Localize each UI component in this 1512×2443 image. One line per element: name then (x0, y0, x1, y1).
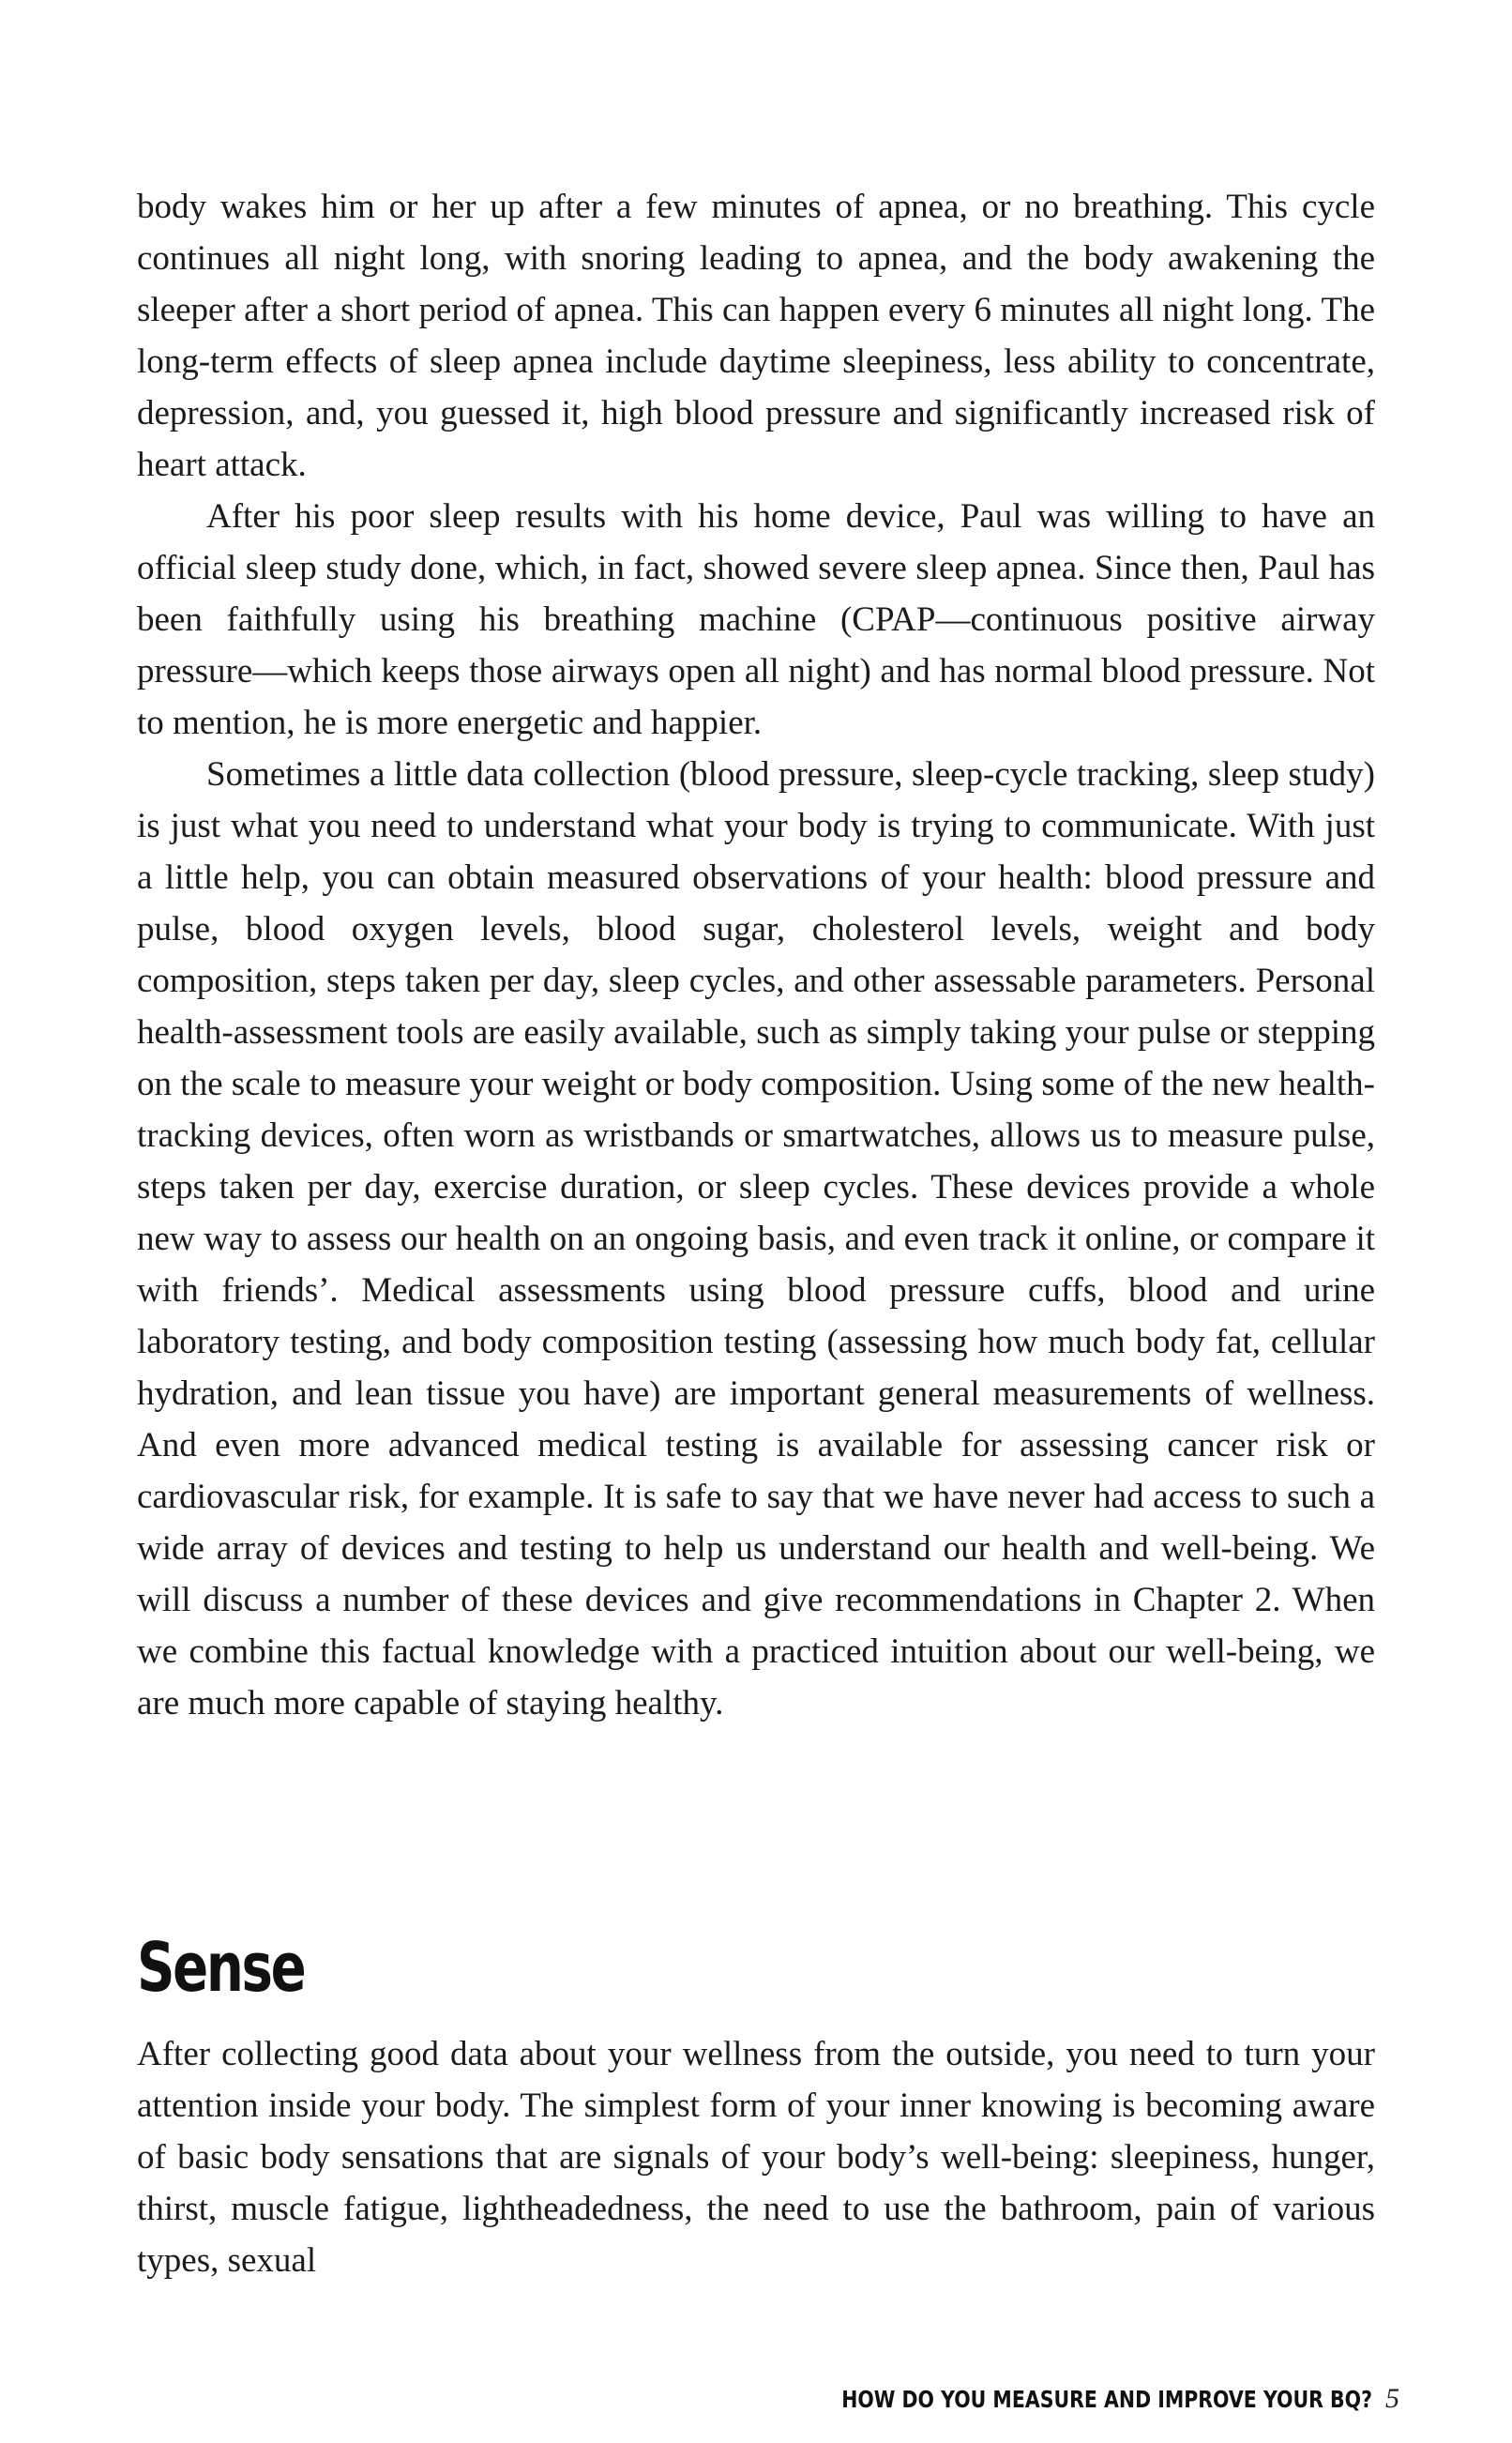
paragraph-sense-intro: After collecting good data about your wellness from the outside, you need to turn your attention inside your body. The simplest form of your inner knowing is becoming aware of basic body sensations that are signals of your body’s well-being: sleepiness, hunger, thirst, muscle fatigue, lightheadedness, the need to use the bathroom, pain of various types, sexual (137, 2035, 1375, 2280)
section-heading-sense: Sense (137, 1928, 305, 2007)
running-title: HOW DO YOU MEASURE AND IMPROVE YOUR BQ? (841, 2386, 1372, 2413)
paragraph-data-collection: Sometimes a little data collection (blood pressure, sleep-cycle tracking, sleep study) is just what you need to understand what your body is trying to communicate. With just a little help, you can obtain measured observations of your health: blood pressure and pulse, blood oxygen levels, blood sugar, cholesterol levels, weight and body composition, steps taken per day, sleep cycles, and other assessable parameters. Personal health-assessment tools are easily available, such as simply taking your pulse or stepping on the scale to measure your weight or body composition. Using some of the new health-tracking devices, often worn as wristbands or smartwatches, allows us to measure pulse, steps taken per day, exercise duration, or sleep cycles. These devices provide a whole new way to assess our health on an ongoing basis, and even track it online, or compare it with friends’. Medical assessments using blood pressure cuffs, blood and urine laboratory testing, and body composition testing (assessing how much body fat, cellular hydration, and lean tissue you have) are important general measurements of wellness. And even more advanced medical testing is available for assessing cancer risk or cardiovascular risk, for example. It is safe to say that we have never had access to such a wide array of devices and testing to help us understand our health and well-being. We will discuss a number of these devices and give recommendations in Chapter 2. When we combine this factual knowledge with a practiced intuition about our well-being, we are much more capable of staying healthy. (137, 755, 1375, 1722)
page-footer (725, 2383, 1399, 2415)
body-text-sense (137, 2028, 1375, 2286)
body-text-top (137, 181, 1375, 1729)
page-number: 5 (1385, 2383, 1399, 2414)
paragraph-sleep-apnea-cycle: body wakes him or her up after a few minutes of apnea, or no breathing. This cycle continues all night long, with snoring leading to apnea, and the body awakening the sleeper after a short period of apnea. This can happen every 6 minutes all night long. The long-term effects of sleep apnea include daytime sleepiness, less ability to concentrate, depression, and, you guessed it, high blood pressure and significantly increased risk of heart attack. (137, 188, 1375, 484)
paragraph-paul-sleep-study: After his poor sleep results with his home device, Paul was willing to have an official sleep study done, which, in fact, showed severe sleep apnea. Since then, Paul has been faithfully using his breathing machine (CPAP—continuous positive airway pressure—which keeps those airways open all night) and has normal blood pressure. Not to mention, he is more energetic and happier. (137, 497, 1375, 742)
